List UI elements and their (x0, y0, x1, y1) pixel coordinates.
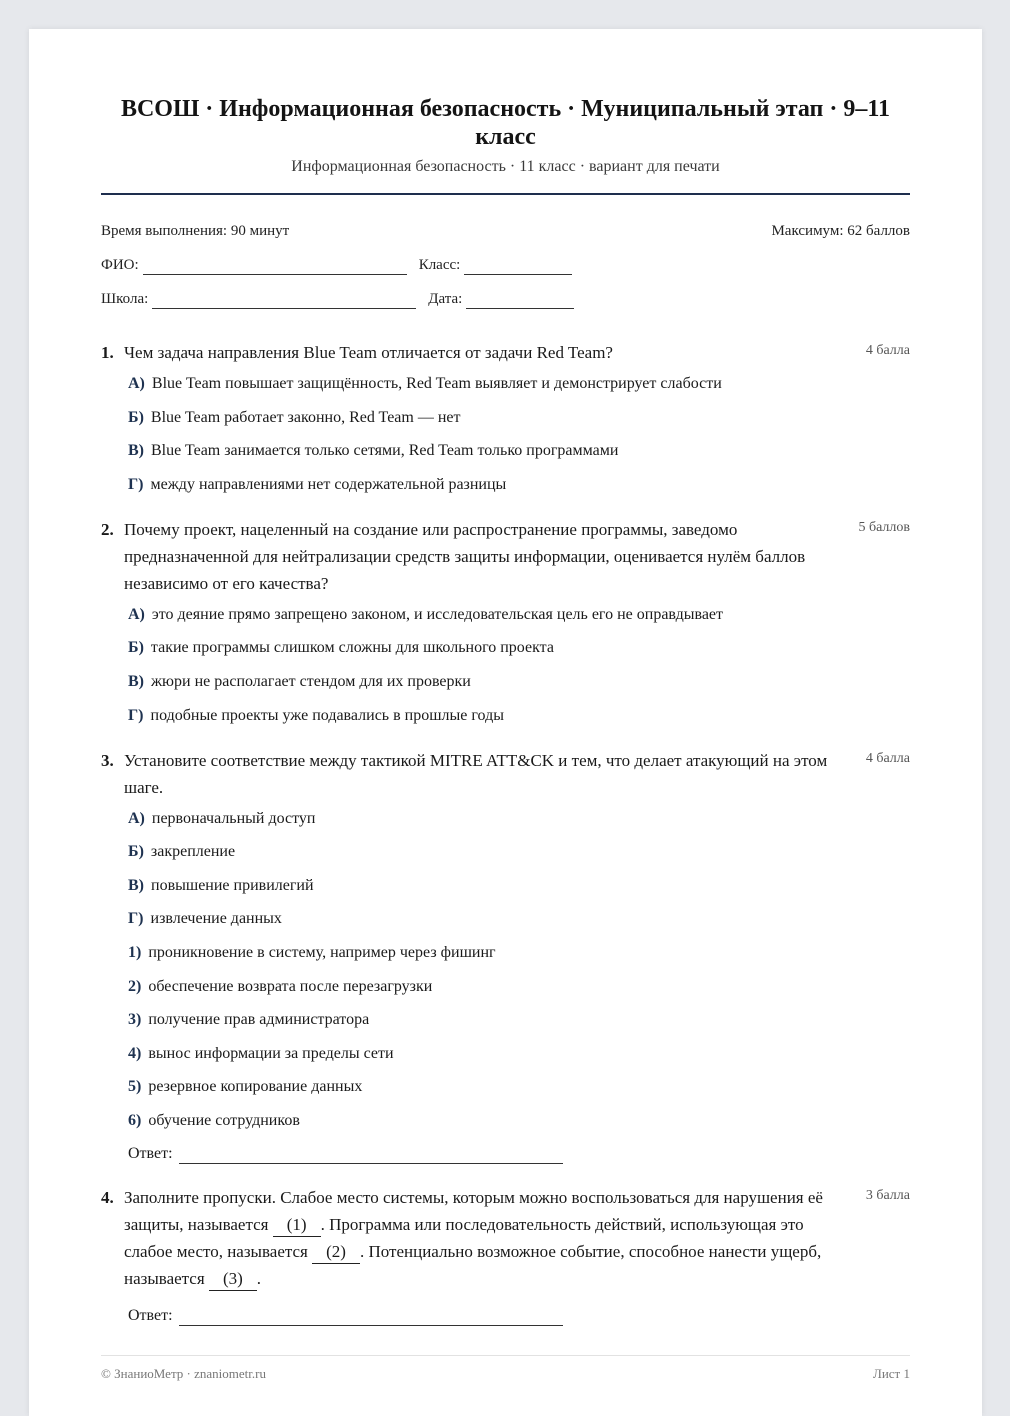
option[interactable] (128, 706, 910, 726)
answer-row (128, 1144, 910, 1164)
match-number: 6) (128, 1111, 142, 1129)
option-text: извлечение данных (150, 910, 282, 928)
option-text: это деяние прямо запрещено законом, и исследовательская цель его не оправдывает (151, 605, 724, 623)
option[interactable] (128, 441, 910, 461)
match-text: обучение сотрудников (148, 1111, 300, 1129)
answer-label: Ответ: (128, 1144, 173, 1162)
option-label: А) (128, 375, 145, 392)
date-label: Дата: (428, 291, 463, 307)
match-text: обеспечение возврата после перезагрузки (148, 977, 433, 995)
question-text: Установите соответствие между тактикой MITRE ATT&CK и тем, что делает атакующий на этом шаге. (124, 750, 828, 797)
class-label: Класс: (418, 257, 461, 273)
printable-sheet (29, 29, 982, 1416)
answer-label: Ответ: (128, 1306, 173, 1324)
footer-copyright: © ЗнаниоМетр · znaniometr.ru (101, 1366, 266, 1381)
options-list (128, 605, 910, 726)
max-score: Максимум: 62 баллов (771, 223, 910, 239)
options-list (128, 374, 910, 495)
question-number: 4. (101, 1187, 114, 1207)
question-text-part: Заполните пропуски. Слабое место системы, которым можно воспользоваться для нарушения её защиты, называется (124, 1187, 823, 1234)
match-number: 2) (128, 977, 142, 995)
blank-2[interactable]: (2) (312, 1241, 360, 1264)
option-text: Blue Team занимается только сетями, Red Team только программами (151, 442, 619, 460)
match-item (128, 1044, 910, 1064)
question-text: Чем задача направления Blue Team отличается от задачи Red Team? (124, 343, 613, 362)
sheet-content (101, 29, 910, 1326)
question-1 (101, 339, 910, 495)
page-title: ВСОШ · Информационная безопасность · Муниципальный этап · 9–11 класс (120, 96, 891, 150)
option-text: подобные проекты уже подавались в прошлые годы (150, 706, 504, 724)
match-item (128, 977, 910, 997)
match-text: резервное копирование данных (148, 1078, 363, 1096)
page-footer (101, 1355, 910, 1382)
answer-field[interactable] (179, 1148, 563, 1164)
option[interactable] (128, 475, 910, 495)
class-field[interactable] (464, 259, 572, 275)
question-points: 4 балла (865, 750, 910, 766)
option-text: между направлениями нет содержательной разницы (150, 475, 507, 493)
question-text-part: . (256, 1268, 262, 1288)
option[interactable] (128, 605, 910, 625)
option-label: Б) (128, 843, 144, 861)
match-text: получение прав администратора (148, 1011, 370, 1029)
option[interactable] (128, 842, 910, 862)
match-item (128, 1010, 910, 1030)
header-divider (101, 193, 910, 195)
option-label: Б) (128, 408, 144, 426)
option-text: закрепление (150, 843, 236, 861)
option-label: Г) (128, 706, 144, 724)
question-2 (101, 516, 910, 726)
answer-field[interactable] (179, 1310, 563, 1326)
question-number: 3. (101, 750, 114, 770)
option-label: Г) (128, 475, 144, 493)
match-text: проникновение в систему, например через фишинг (148, 943, 496, 961)
option-text: такие программы слишком сложны для школьного проекта (150, 639, 554, 657)
options-list (128, 809, 910, 1131)
option-label: В) (128, 442, 144, 460)
match-item (128, 1111, 910, 1131)
option[interactable] (128, 909, 910, 929)
page-number: Лист 1 (873, 1366, 910, 1381)
question-text-part: . Программа или последовательность действий, использующая это слабое место, называется (124, 1214, 804, 1261)
match-text: вынос информации за пределы сети (148, 1044, 394, 1062)
option-label: А) (128, 809, 145, 827)
option[interactable] (128, 672, 910, 692)
question-points: 4 балла (865, 343, 910, 358)
page-subtitle: Информационная безопасность · 11 класс · вариант для печати (291, 158, 720, 175)
time-limit: Время выполнения: 90 минут (101, 223, 290, 239)
option-text: первоначальный доступ (151, 809, 316, 827)
match-number: 1) (128, 943, 142, 961)
match-number: 4) (128, 1044, 142, 1062)
question-points: 3 балла (865, 1187, 910, 1203)
option[interactable] (128, 374, 910, 394)
match-number: 5) (128, 1078, 142, 1096)
option-text: Blue Team повышает защищённость, Red Team выявляет и демонстрирует слабости (151, 375, 722, 392)
option-label: В) (128, 876, 144, 894)
fio-label: ФИО: (101, 257, 139, 273)
fields-row-1 (101, 255, 910, 275)
question-number: 2. (101, 519, 114, 539)
fio-field[interactable] (143, 259, 407, 275)
option[interactable] (128, 876, 910, 896)
option[interactable] (128, 809, 910, 829)
fields-row-2 (101, 289, 910, 309)
blank-3[interactable]: (3) (209, 1268, 257, 1291)
question-4 (101, 1184, 910, 1326)
option-label: Г) (128, 910, 144, 928)
option[interactable] (128, 638, 910, 658)
blank-1[interactable]: (1) (273, 1214, 321, 1237)
question-points: 5 баллов (858, 519, 910, 535)
match-item (128, 1077, 910, 1097)
option-label: В) (128, 672, 144, 690)
question-text (124, 1184, 846, 1292)
option-label: А) (128, 605, 145, 623)
option[interactable] (128, 408, 910, 428)
option-text: жюри не располагает стендом для их проверки (151, 672, 471, 690)
school-label: Школа: (101, 291, 149, 307)
option-label: Б) (128, 639, 144, 657)
question-number: 1. (101, 343, 114, 362)
option-text: Blue Team работает законно, Red Team — нет (150, 408, 461, 426)
question-text: Почему проект, нацеленный на создание или распространение программы, заведомо предназначенной для нейтрализации средств защиты информации, оценивается нулём баллов независимо от его качества? (124, 519, 806, 593)
answer-row (128, 1306, 910, 1326)
question-3 (101, 747, 910, 1164)
match-number: 3) (128, 1011, 142, 1029)
date-field[interactable] (466, 293, 574, 309)
option-text: повышение привилегий (151, 876, 314, 894)
match-item (128, 943, 910, 963)
school-field[interactable] (152, 293, 416, 309)
meta-row (101, 221, 910, 241)
question-text-part: . Потенциально возможное событие, способное нанести ущерб, называется (124, 1241, 822, 1288)
